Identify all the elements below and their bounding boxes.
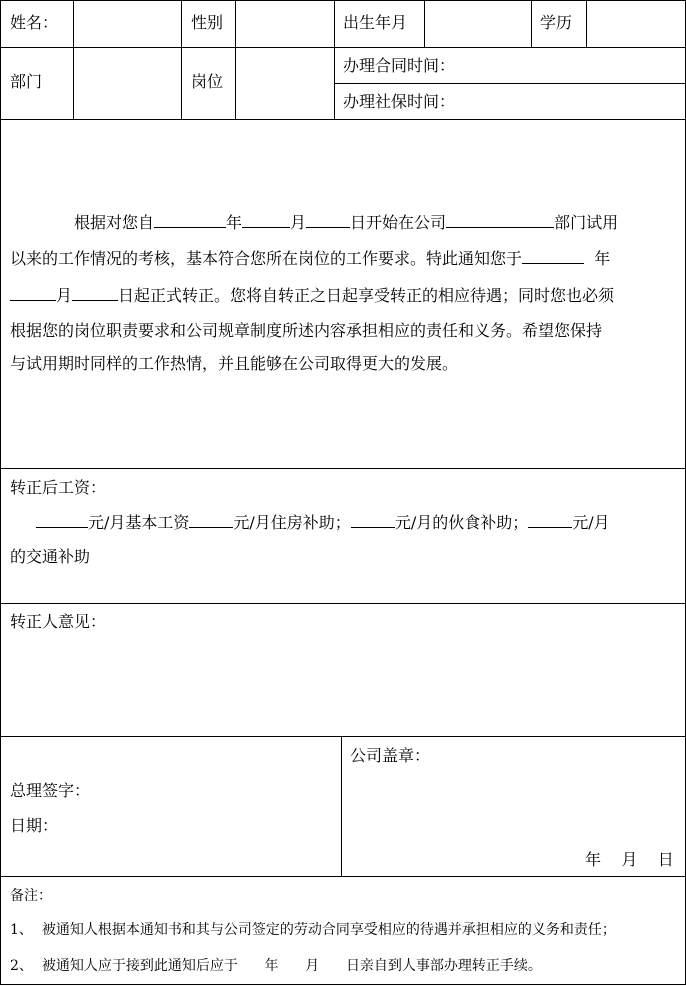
remark-item-2: 2、 被通知人应于接到此通知后应于 年 月 日亲自到人事部办理转正手续。: [10, 958, 542, 974]
company-seal-label: 公司盖章：: [350, 746, 431, 765]
col-divider: [181, 0, 182, 119]
col-divider: [341, 736, 342, 876]
remarks-title: 备注：: [10, 888, 52, 904]
gender-label: 性别: [191, 13, 224, 32]
notice-line-2: 以来的工作情况的考核，基本符合您所在岗位的工作要求。特此通知您于 年: [10, 249, 611, 268]
social-insurance-label: 办理社保时间：: [343, 92, 456, 111]
row-divider: [0, 47, 686, 48]
border-left: [0, 0, 1, 985]
row-divider: [0, 876, 686, 877]
border-top: [0, 0, 686, 1]
row-divider: [0, 119, 686, 120]
salary-line-2: 的交通补助: [10, 547, 91, 566]
notice-line-4: 根据您的岗位职责要求和公司规章制度所述内容承担相应的责任和义务。希望您保持: [10, 321, 603, 340]
notice-line-3: 月 日起正式转正。您将自转正之日起享受转正的相应待遇；同时您也必须: [10, 286, 614, 306]
department-label: 部门: [10, 72, 43, 91]
salary-title: 转正后工资：: [10, 478, 107, 497]
row-divider: [0, 736, 686, 737]
col-divider: [586, 0, 587, 47]
name-label: 姓名：: [10, 13, 59, 32]
education-label: 学历: [540, 13, 573, 32]
col-divider: [424, 0, 425, 47]
border-bottom: [0, 984, 686, 985]
remark-item-1: 1、 被通知人根据本通知书和其与公司签定的劳动合同享受相应的待遇并承担相应的义务和责任；: [10, 922, 616, 938]
col-divider: [235, 0, 236, 119]
row-divider: [334, 83, 686, 84]
row-divider: [0, 468, 686, 469]
contract-time-label: 办理合同时间：: [343, 56, 456, 75]
position-label: 岗位: [191, 72, 224, 91]
notice-line-5: 与试用期时同样的工作热情，并且能够在公司取得更大的发展。: [10, 354, 459, 373]
date-label: 日期：: [10, 816, 59, 835]
salary-line-1: 元/月基本工资 元/月住房补助； 元/月的伙食补助； 元/月: [36, 513, 610, 533]
notice-line-1: 根据对您自 年 月 日开始在公司 部门试用: [74, 213, 619, 232]
manager-signature-label: 总理签字：: [10, 781, 91, 800]
col-divider: [531, 0, 532, 47]
birth-label: 出生年月: [343, 13, 408, 32]
row-divider: [0, 603, 686, 604]
col-divider: [334, 0, 335, 119]
col-divider: [73, 0, 74, 119]
opinion-title: 转正人意见：: [10, 612, 107, 631]
seal-date: 年 月 日: [585, 850, 674, 869]
